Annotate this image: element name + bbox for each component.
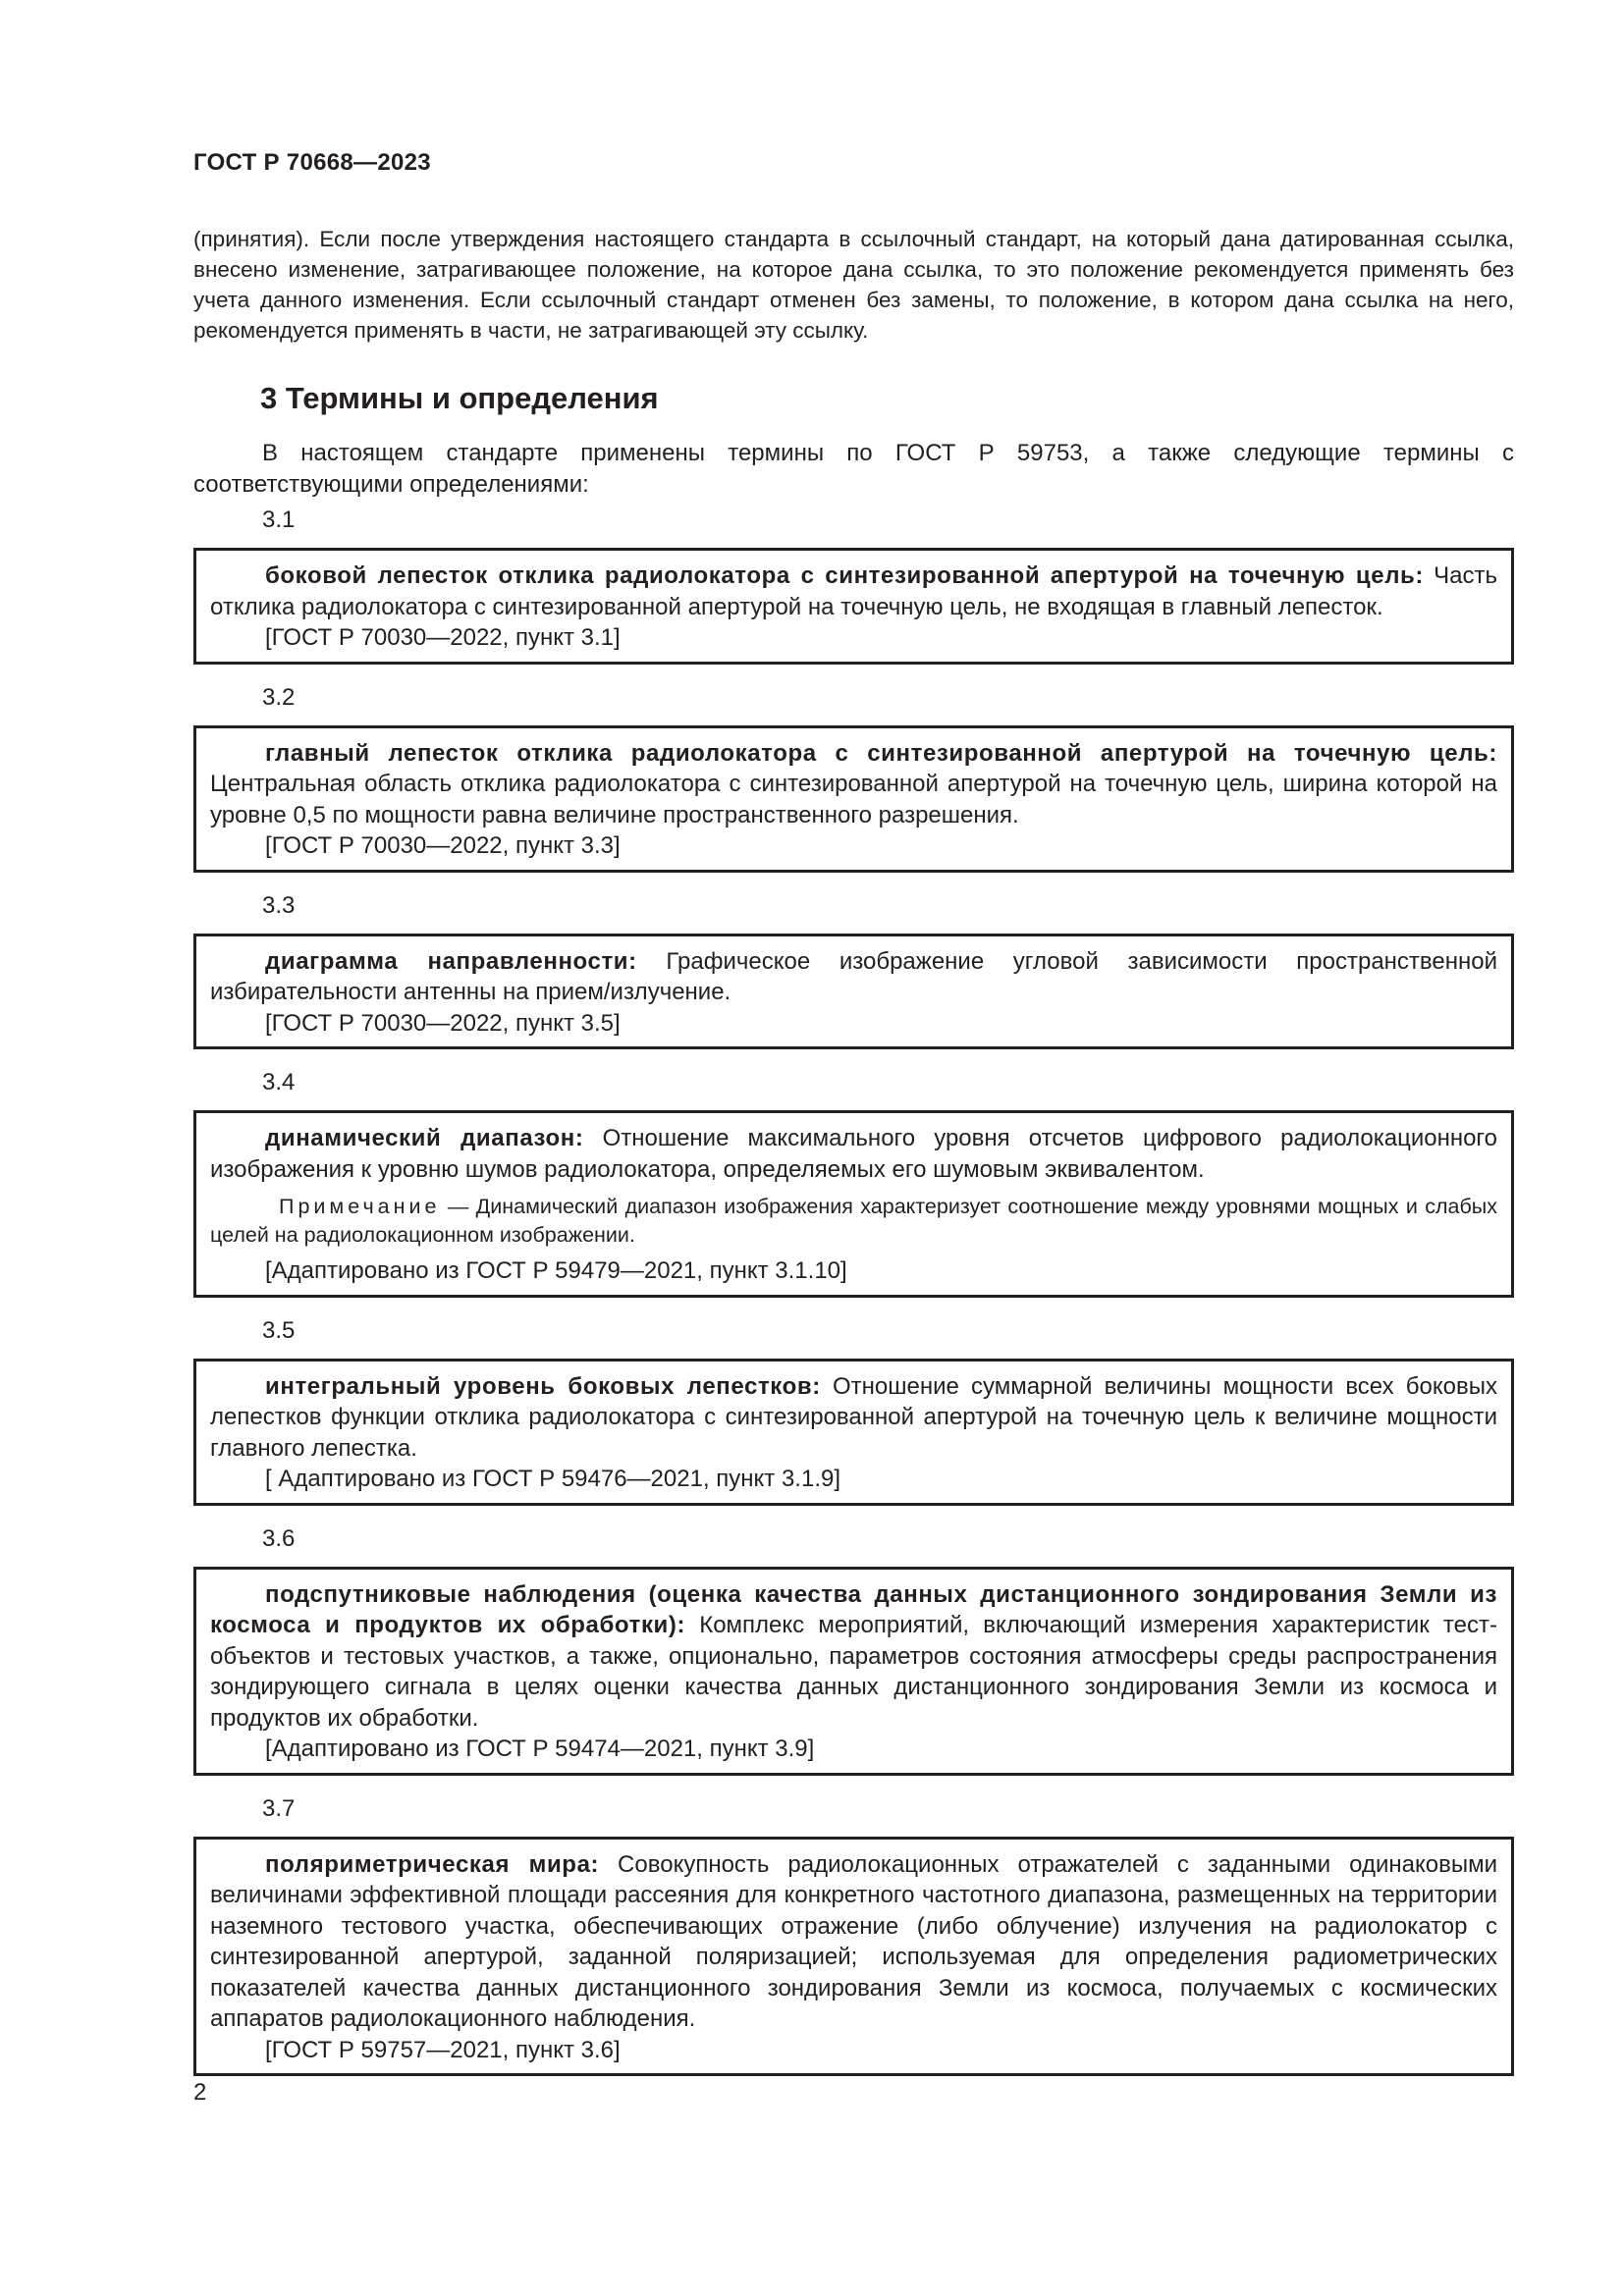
term-definition: Отношение максимального уровня отсчетов цифрового радиолокационного изображения к уровню шумов радиолокатора, определяемых его шумовым эквивалентом. [210,1125,1498,1183]
section-lead: В настоящем стандарте применены термины по ГОСТ Р 59753, а также следующие термины с соответствующими определениями: [193,440,1514,498]
document-header-code: ГОСТ Р 70668—2023 [193,149,431,176]
term-name: главный лепесток отклика радиолокатора с синтезированной апертурой на точечную цель: [265,739,1497,767]
term-box [193,1567,1514,1776]
term-source: [Адаптировано из ГОСТ Р 59474—2021, пункт 3.9] [265,1735,815,1762]
note-label: Примечание [279,1195,441,1218]
term-source: [ГОСТ Р 59757—2021, пункт 3.6] [265,2036,621,2063]
note-text: — Динамический диапазон изображения характеризует соотношение между уровнями мощных и слабых целей на радиолокационном изображении. [210,1195,1497,1247]
term-name: диаграмма направленности: [265,947,637,975]
term-number: 3.7 [262,1794,296,1822]
term-box [193,1359,1514,1506]
term-box [193,548,1514,665]
term-text [210,1123,1497,1185]
term-text [210,946,1497,1008]
term-text [210,1849,1497,2035]
page-content [193,224,1514,2094]
term-definition: Совокупность радиолокационных отражателей с заданными одинаковыми величинами эффективной площади рассеяния для конкретного частотного диапазона, размещенных на территории наземного тестового участка, обеспечивающих отражение (либо облучение) излучения на радиолокатор с синтезированной апертурой, заданной поляризацией; используемая для определения радиометрических показателей качества данных дистанционного зондирования Земли из космоса, получаемых с космических аппаратов радиолокационного наблюдения. [210,1850,1497,2032]
term-source: [ Адаптировано из ГОСТ Р 59476—2021, пункт 3.1.9] [265,1466,841,1492]
term-source: [ГОСТ Р 70030—2022, пункт 3.5] [265,1009,621,1037]
page-number: 2 [193,2079,207,2106]
term-number: 3.1 [262,507,296,533]
term-number: 3.2 [262,683,296,711]
term-source: [ГОСТ Р 70030—2022, пункт 3.1] [265,624,621,651]
term-definition: Комплекс мероприятий, включающий измерения характеристик тест-объектов и тестовых участков, а также, опционально, параметров состояния атмосферы среды распространения зондирующего сигнала в целях оценки качества данных дистанционного зондирования Земли из космоса и продуктов их обработки. [210,1612,1497,1732]
term-name: поляриметрическая мира: [265,1850,600,1878]
term-definition: Отношение суммарной величины мощности всех боковых лепестков функции отклика радиолокатора с синтезированной апертурой на точечную цель к величине мощности главного лепестка. [210,1372,1497,1462]
term-number: 3.5 [262,1316,296,1344]
intro-paragraph: (принятия). Если после утверждения настоящего стандарта в ссылочный стандарт, на который дана датированная ссылка, внесено изменение, затрагивающее положение, на которое дана ссылка, то это положение рекомендуется применять без учета данного изменения. Если ссылочный стандарт отменен без замены, то положение, в котором дана ссылка на него, рекомендуется применять в части, не затрагивающей эту ссылку. [193,227,1514,343]
term-box [193,1110,1514,1298]
term-text [210,738,1497,831]
term-box [193,725,1514,873]
term-text [210,1579,1497,1735]
term-name: интегральный уровень боковых лепестков: [265,1372,821,1400]
term-name: подспутниковые наблюдения (оценка качества данных дистанционного зондирования Земли из космоса и продуктов их обработки): [210,1580,1497,1638]
term-definition: Графическое изображение угловой зависимости пространственной избирательности антенны на прием/излучение. [210,947,1498,1005]
term-text [210,561,1497,622]
term-name: динамический диапазон: [265,1125,584,1151]
term-box [193,934,1514,1050]
term-definition: Часть отклика радиолокатора с синтезированной апертурой на точечную цель, не входящая в главный лепесток. [210,562,1497,620]
term-box [193,1837,1514,2077]
term-source: [ГОСТ Р 70030—2022, пункт 3.3] [265,832,621,859]
term-note [210,1193,1497,1250]
term-number: 3.3 [262,891,296,919]
term-definition: Центральная область отклика радиолокатора с синтезированной апертурой на точечную цель, ширина которой на уровне 0,5 по мощности равна величине пространственного разрешения. [210,771,1497,828]
term-number: 3.4 [262,1069,296,1095]
term-source: [Адаптировано из ГОСТ Р 59479—2021, пункт 3.1.10] [265,1257,847,1284]
term-number: 3.6 [262,1524,296,1552]
section-title: 3 Термины и определения [260,381,659,415]
term-name: боковой лепесток отклика радиолокатора с синтезированной апертурой на точечную цель: [265,562,1424,589]
term-text [210,1371,1497,1465]
